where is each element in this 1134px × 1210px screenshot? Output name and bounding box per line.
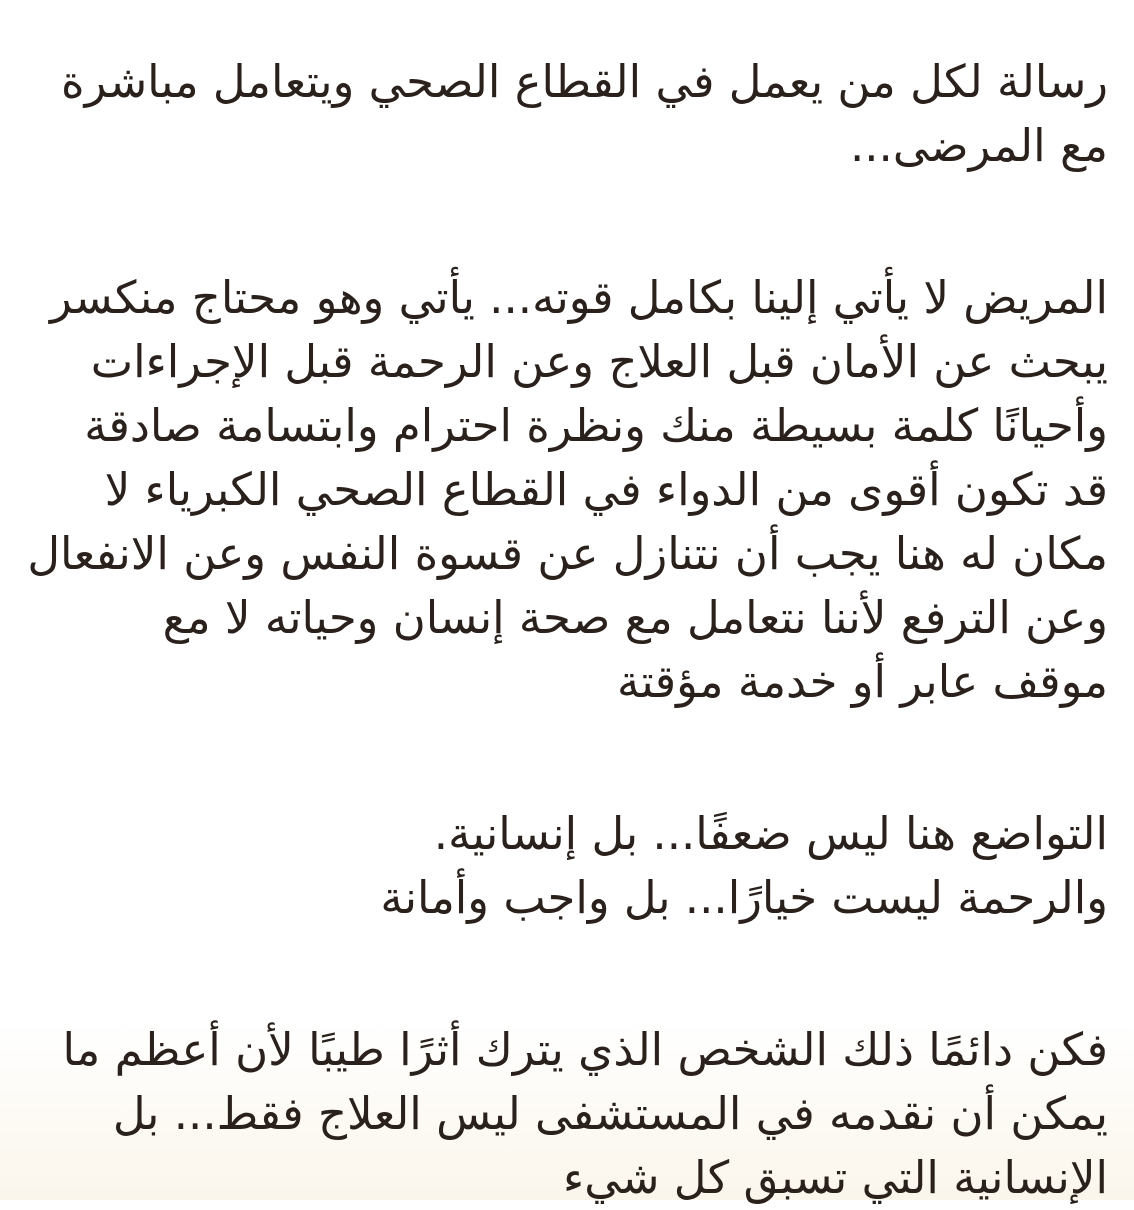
text-line: وعن الترفع لأننا نتعامل مع صحة إنسان وحياته لا مع	[162, 591, 1108, 644]
text-line: المريض لا يأتي إلينا بكامل قوته... يأتي وهو محتاج منكسر	[49, 271, 1108, 324]
paragraph-closing	[40, 1018, 1108, 1210]
paragraph-gap	[40, 714, 1108, 802]
message-text	[27, 50, 1108, 1210]
text-line: فكن دائمًا ذلك الشخص الذي يترك أثرًا طيبًا لأن أعظم ما	[62, 1023, 1108, 1076]
text-line: مكان له هنا يجب أن نتنازل عن قسوة النفس وعن الانفعال	[27, 527, 1108, 580]
paragraph-humility	[40, 802, 1108, 930]
text-line: وأحيانًا كلمة بسيطة منك ونظرة احترام وابتسامة صادقة	[84, 399, 1108, 452]
paragraph-gap	[40, 930, 1108, 1018]
text-line: يمكن أن نقدمه في المستشفى ليس العلاج فقط... بل	[112, 1087, 1108, 1140]
text-line: يبحث عن الأمان قبل العلاج وعن الرحمة قبل الإجراءات	[90, 335, 1108, 388]
paragraph-patient	[27, 266, 1108, 714]
text-line: والرحمة ليست خيارًا... بل واجب وأمانة	[380, 871, 1108, 924]
text-line: قد تكون أقوى من الدواء في القطاع الصحي الكبرياء لا	[104, 463, 1108, 516]
text-line: مع المرضى...	[849, 119, 1108, 172]
paragraph-intro	[40, 50, 1108, 178]
text-line: موقف عابر أو خدمة مؤقتة	[616, 655, 1108, 708]
text-line: رسالة لكل من يعمل في القطاع الصحي ويتعامل مباشرة	[61, 55, 1108, 108]
text-line: الإنسانية التي تسبق كل شيء	[563, 1151, 1108, 1204]
text-line: التواضع هنا ليس ضعفًا... بل إنسانية.	[433, 807, 1108, 860]
paragraph-gap	[40, 178, 1108, 266]
